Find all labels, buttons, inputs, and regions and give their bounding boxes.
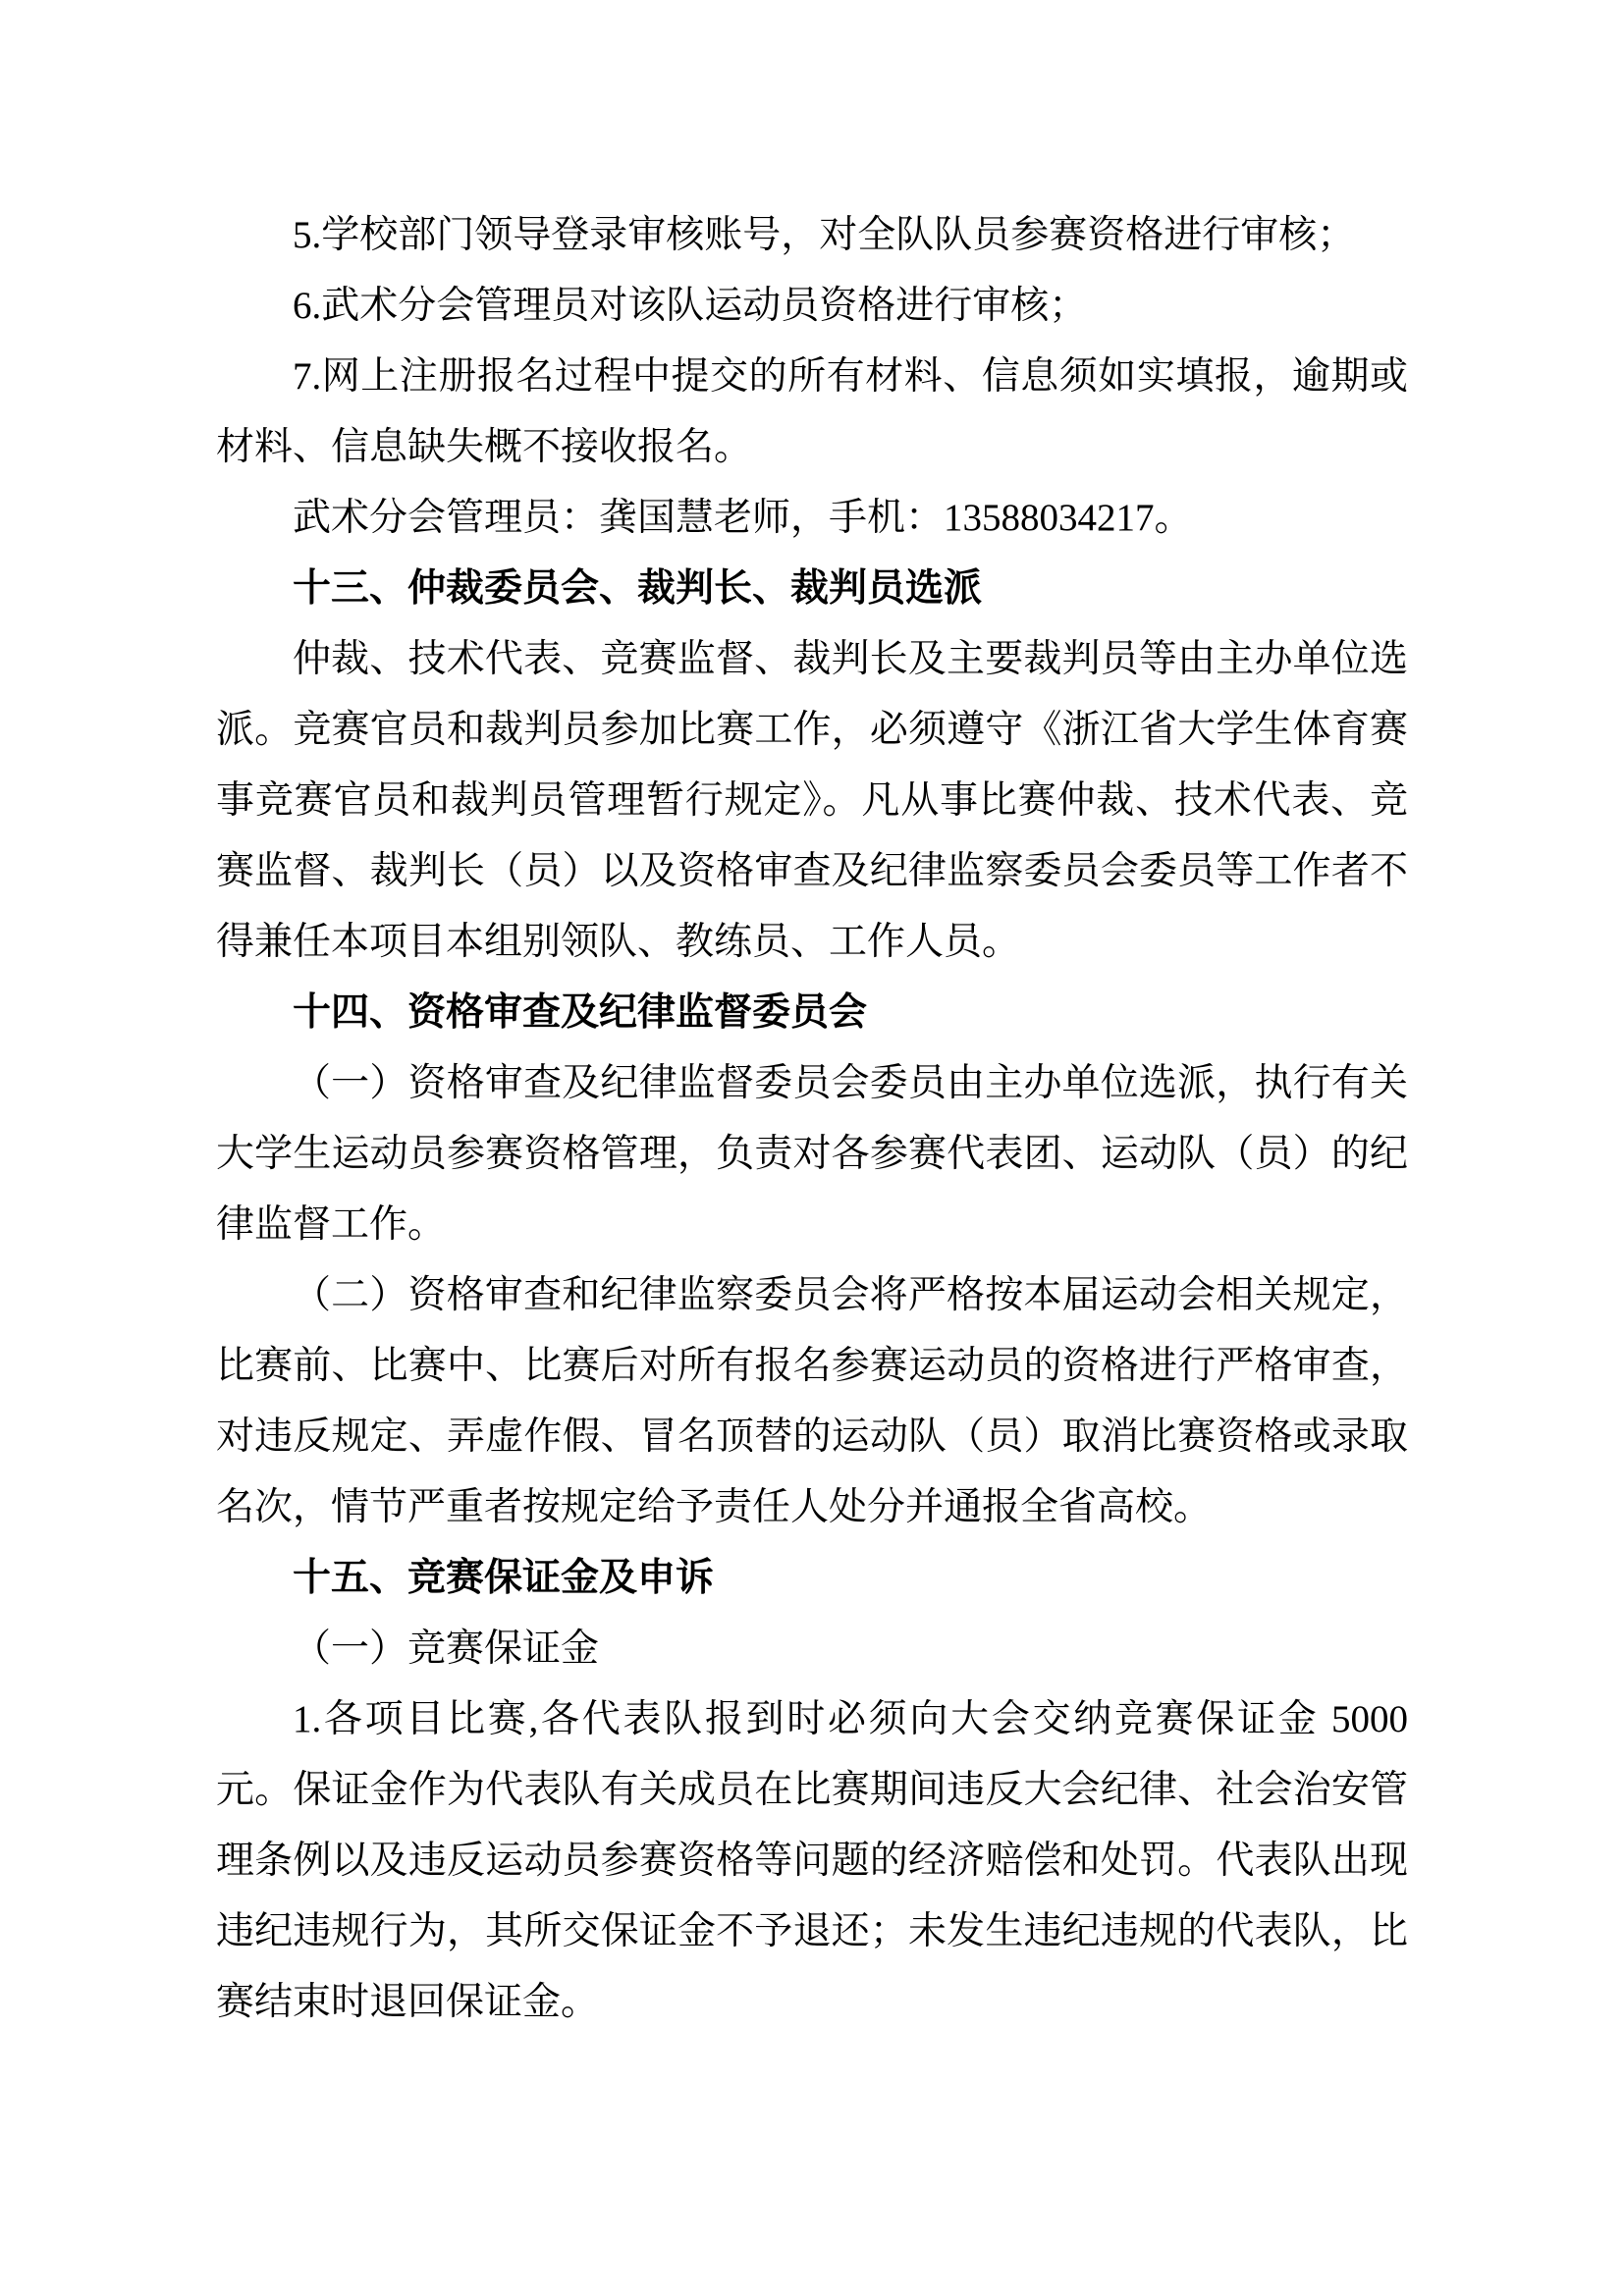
- contact-line: 武术分会管理员：龚国慧老师，手机：13588034217。: [293, 497, 1193, 539]
- section-15-paragraph-1: 1.各项目比赛,各代表队报到时必须向大会交纳竞赛保证金 5000 元。保证金作为代表队有关成员在比赛期间违反大会纪律、社会治安管理条例以及违反运动员参赛资格等问题的经济赔偿和处罚。代表队出现违纪违规行为，其所交保证金不予退还；未发生违纪违规的代表队，比赛结束时退回保证金。: [216, 1698, 1408, 2023]
- document-text-block: [216, 200, 1408, 2038]
- list-item-5: 5.学校部门领导登录审核账号，对全队队员参赛资格进行审核；: [293, 214, 1356, 256]
- section-14-paragraph-2: （二）资格审查和纪律监察委员会将严格按本届运动会相关规定，比赛前、比赛中、比赛后对所有报名参赛运动员的资格进行严格审查，对违反规定、弄虚作假、冒名顶替的运动队（员）取消比赛资格或录取名次，情节严重者按规定给予责任人处分并通报全省高校。: [216, 1274, 1408, 1528]
- list-item-7: 7.网上注册报名过程中提交的所有材料、信息须如实填报，逾期或材料、信息缺失概不接收报名。: [216, 355, 1408, 468]
- list-item-6: 6.武术分会管理员对该队运动员资格进行审核；: [293, 285, 1088, 327]
- section-14-paragraph-1: （一）资格审查及纪律监督委员会委员由主办单位选派，执行有关大学生运动员参赛资格管理，负责对各参赛代表团、运动队（员）的纪律监督工作。: [216, 1062, 1408, 1246]
- section-15-subheading: （一）竞赛保证金: [293, 1628, 600, 1670]
- section-heading-14: 十四、资格审查及纪律监督委员会: [293, 991, 868, 1034]
- section-13-paragraph: 仲裁、技术代表、竞赛监督、裁判长及主要裁判员等由主办单位选派。竞赛官员和裁判员参加比赛工作，必须遵守《浙江省大学生体育赛事竞赛官员和裁判员管理暂行规定》。凡从事比赛仲裁、技术代表、竞赛监督、裁判长（员）以及资格审查及纪律监察委员会委员等工作者不得兼任本项目本组别领队、教练员、工作人员。: [216, 638, 1408, 963]
- section-heading-15: 十五、竞赛保证金及申诉: [293, 1557, 715, 1599]
- section-heading-13: 十三、仲裁委员会、裁判长、裁判员选派: [293, 567, 983, 610]
